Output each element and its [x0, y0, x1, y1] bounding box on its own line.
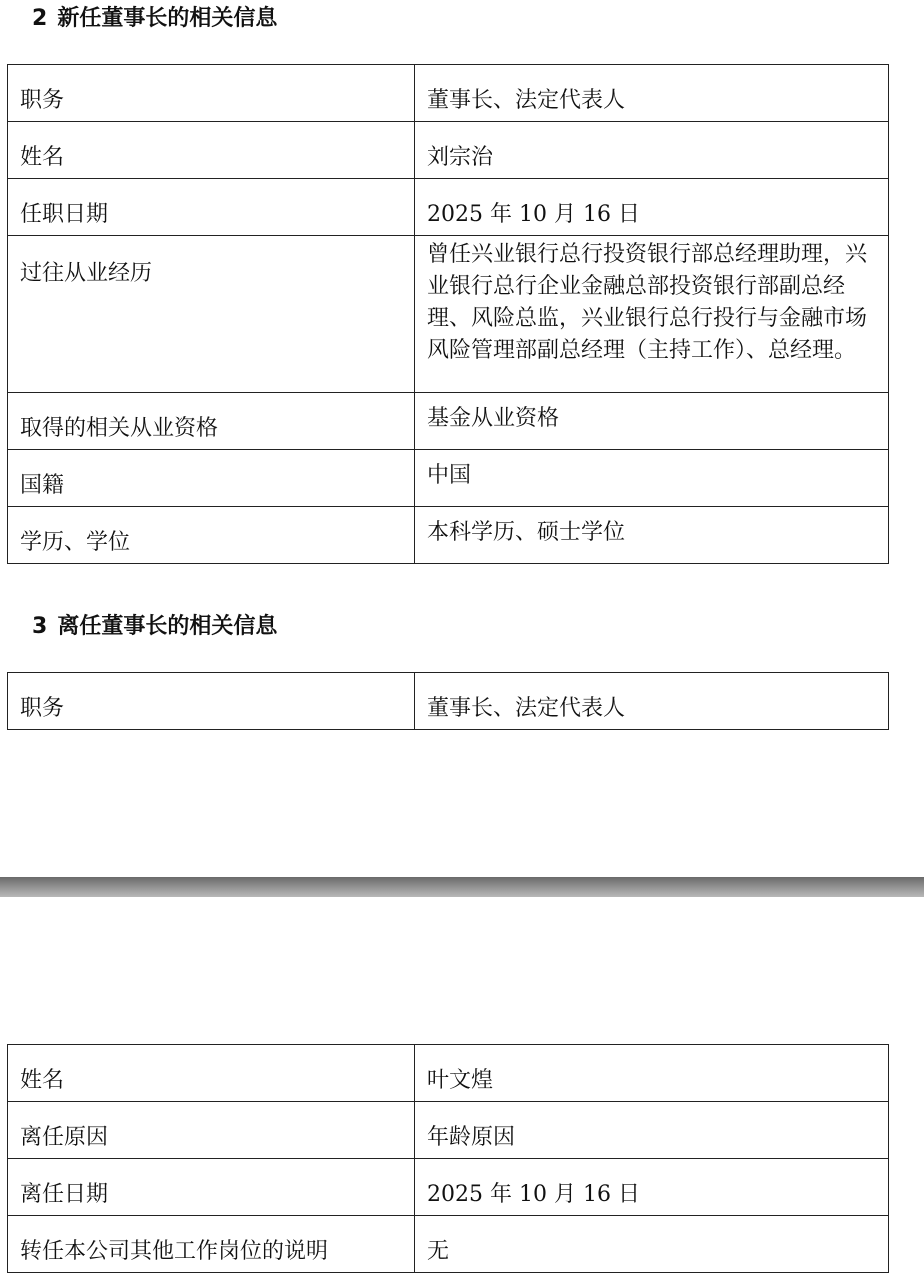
row-value-education: 本科学历、硕士学位 — [415, 507, 889, 564]
row-label-departure-date: 离任日期 — [8, 1159, 415, 1216]
table-row — [8, 507, 889, 564]
row-label-nationality: 国籍 — [8, 450, 415, 507]
row-value-former-position: 董事长、法定代表人 — [415, 673, 889, 730]
table-row — [8, 122, 889, 179]
table-row — [8, 393, 889, 450]
table-row — [8, 1102, 889, 1159]
row-label-work-history: 过往从业经历 — [8, 236, 415, 393]
section-2-heading — [32, 4, 277, 34]
row-label-education: 学历、学位 — [8, 507, 415, 564]
table-row — [8, 1216, 889, 1273]
table-row — [8, 1159, 889, 1216]
row-label-former-name: 姓名 — [8, 1045, 415, 1102]
row-label-position: 职务 — [8, 65, 415, 122]
section-2-title: 新任董事长的相关信息 — [57, 6, 278, 31]
row-value-departure-date: 2025 年 10 月 16 日 — [415, 1159, 889, 1216]
table-row — [8, 673, 889, 730]
section-3-heading — [32, 612, 277, 642]
row-value-qualification: 基金从业资格 — [415, 393, 889, 450]
former-chairman-info-table-part1 — [7, 672, 889, 730]
section-2-number: 2 — [32, 6, 48, 31]
row-value-former-name: 叶文煌 — [415, 1045, 889, 1102]
row-value-transfer-note: 无 — [415, 1216, 889, 1273]
table-row — [8, 236, 889, 393]
row-value-nationality: 中国 — [415, 450, 889, 507]
row-label-transfer-note: 转任本公司其他工作岗位的说明 — [8, 1216, 415, 1273]
section-3-title: 离任董事长的相关信息 — [57, 614, 278, 639]
page-separator — [0, 877, 924, 897]
row-label-former-position: 职务 — [8, 673, 415, 730]
table-row — [8, 179, 889, 236]
table-row — [8, 450, 889, 507]
section-3-number: 3 — [32, 614, 48, 639]
row-value-work-history: 曾任兴业银行总行投资银行部总经理助理，兴业银行总行企业金融总部投资银行部副总经理、风险总监，兴业银行总行投行与金融市场风险管理部副总经理（主持工作）、总经理。 — [415, 236, 889, 393]
row-label-start-date: 任职日期 — [8, 179, 415, 236]
row-value-start-date: 2025 年 10 月 16 日 — [415, 179, 889, 236]
row-value-departure-reason: 年龄原因 — [415, 1102, 889, 1159]
row-value-position: 董事长、法定代表人 — [415, 65, 889, 122]
new-chairman-info-table — [7, 64, 889, 564]
row-label-qualification: 取得的相关从业资格 — [8, 393, 415, 450]
table-row — [8, 65, 889, 122]
row-label-departure-reason: 离任原因 — [8, 1102, 415, 1159]
row-value-name: 刘宗治 — [415, 122, 889, 179]
row-label-name: 姓名 — [8, 122, 415, 179]
former-chairman-info-table-part2 — [7, 1044, 889, 1273]
table-row — [8, 1045, 889, 1102]
